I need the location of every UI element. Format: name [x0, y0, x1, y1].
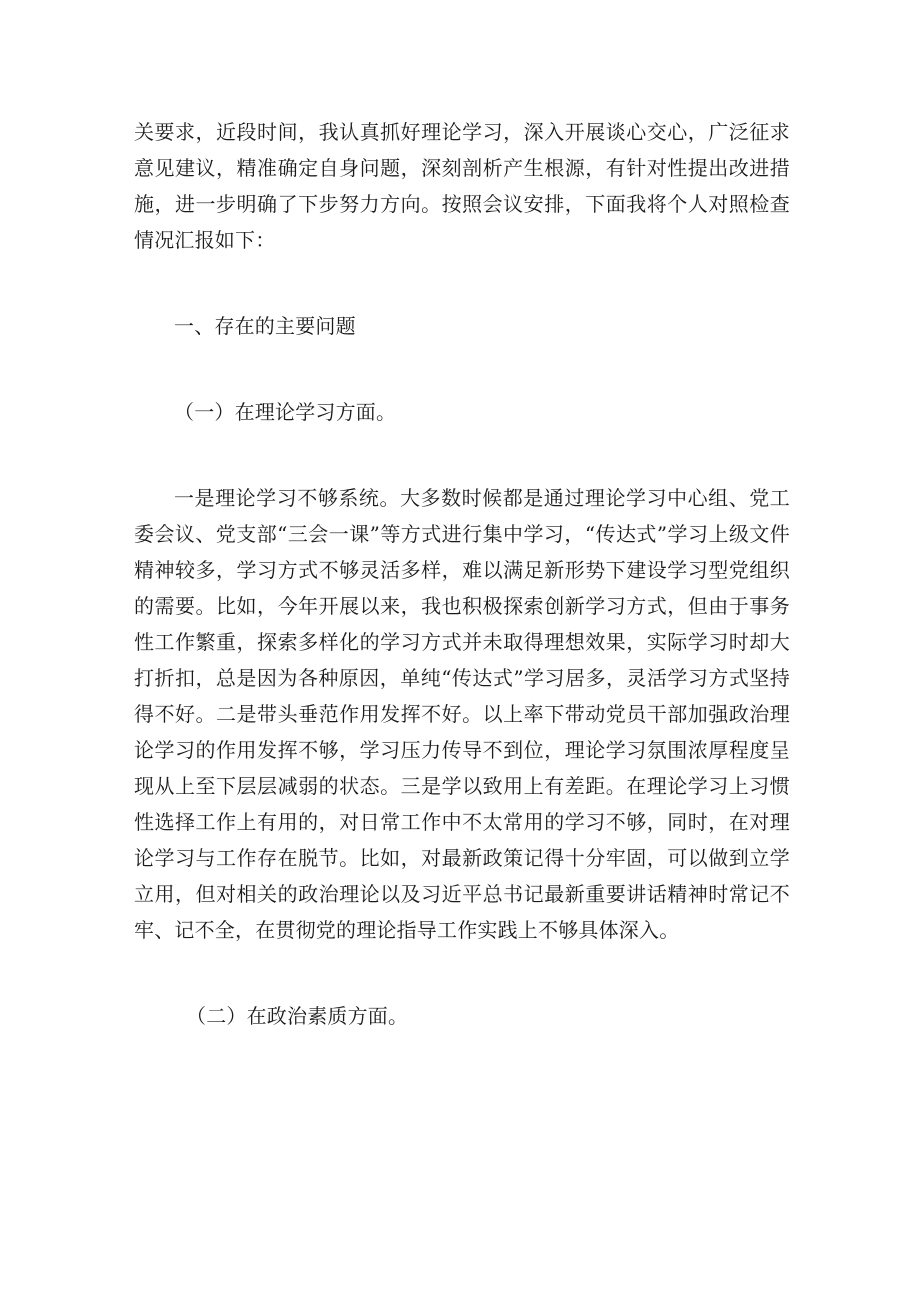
- subsection-heading-theory-study: （一）在理论学习方面。: [174, 400, 397, 424]
- subsection-body-theory-study: 一是理论学习不够系统。大多数时候都是通过理论学习中心组、党工委会议、党支部“三会一课”等方式进行集中学习，“传达式”学习上级文件精神较多，学习方式不够灵活多样，难以满足新形势下建设学习型党组织的需要。比如，今年开展以来，我也积极探索创新学习方式，但由于事务性工作繁重，探索多样化的学习方式并未取得理想效果，实际学习时却大打折扣，总是因为各种原因，单纯“传达式”学习居多，灵活学习方式坚持得不好。二是带头垂范作用发挥不好。以上率下带动党员干部加强政治理论学习的作用发挥不够，学习压力传导不到位，理论学习氛围浓厚程度呈现从上至下层层减弱的状态。三是学以致用上有差距。在理论学习上习惯性选择工作上有用的，对日常工作中不太常用的学习不够，同时，在对理论学习与工作存在脱节。比如，对最新政策记得十分牢固，可以做到立学立用，但对相关的政治理论以及习近平总书记最新重要讲话精神时常记不牢、记不全，在贯彻党的理论指导工作实践上不够具体深入。: [134, 486, 790, 942]
- section-heading: 一、存在的主要问题: [174, 314, 356, 338]
- document-body: [134, 114, 790, 1084]
- subsection-heading-political-quality: （二）在政治素质方面。: [186, 1004, 409, 1028]
- continuation-paragraph: 关要求，近段时间，我认真抓好理论学习，深入开展谈心交心，广泛征求意见建议，精准确定自身问题，深刻剖析产生根源，有针对性提出改进措施，进一步明确了下步努力方向。按照会议安排，下面我将个人对照检查情况汇报如下：: [134, 120, 790, 252]
